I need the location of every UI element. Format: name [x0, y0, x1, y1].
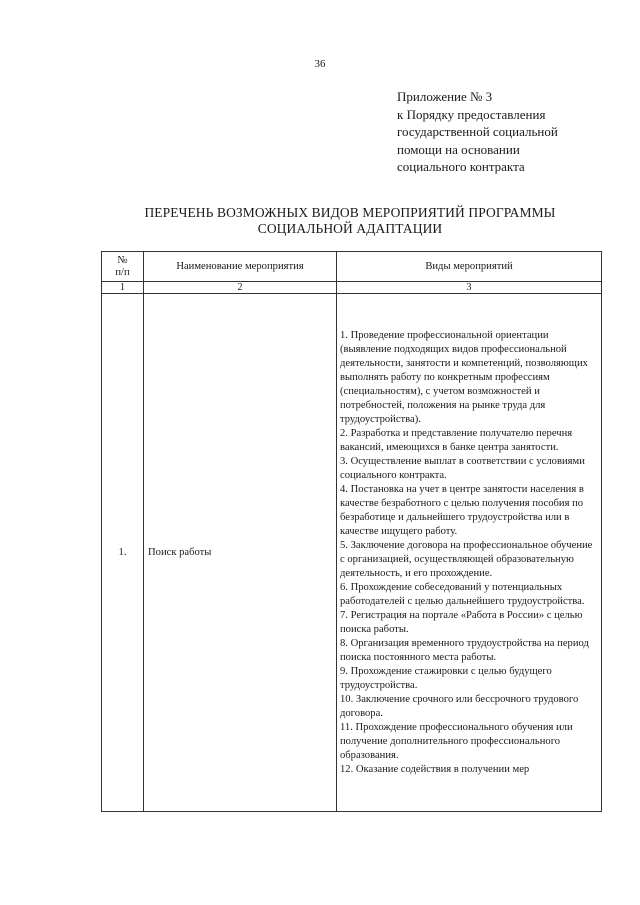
- kind-item: 9. Прохождение стажировки с целью будущего трудоустройства.: [340, 665, 552, 691]
- header-number-label: п/п: [115, 266, 130, 278]
- row-number: 1.: [102, 294, 144, 812]
- kind-item: 5. Заключение договора на профессиональное обучение с организацией, осуществляющей образовательную деятельность, и его прохождение.: [340, 539, 593, 579]
- document-title: [100, 205, 600, 237]
- kind-item: 12. Оказание содействия в получении мер: [340, 763, 530, 775]
- kind-item: 10. Заключение срочного или бессрочного трудового договора.: [340, 693, 579, 719]
- appendix-line: социального контракта: [397, 159, 525, 174]
- appendix-line: к Порядку предоставления: [397, 106, 546, 122]
- appendix-note: [397, 88, 627, 176]
- column-index: 1: [102, 282, 144, 294]
- kind-item: 3. Осуществление выплат в соответствии с условиями социального контракта.: [340, 455, 585, 481]
- appendix-line: Приложение № 3: [397, 89, 493, 104]
- kind-item: 11. Прохождение профессионального обучения или получение дополнительного профессионального образования.: [340, 721, 573, 761]
- kind-item: 4. Постановка на учет в центре занятости населения в качестве безработного с целью получения пособия по безработице и дальнейшего трудоустройства или в качестве ищущего работу.: [340, 483, 584, 537]
- table-header-row: [102, 252, 602, 282]
- header-name: Наименование мероприятия: [144, 252, 337, 282]
- header-number: [102, 252, 144, 282]
- appendix-line: помощи на основании: [397, 141, 520, 157]
- row-kinds: [337, 294, 602, 812]
- measures-table: [101, 251, 602, 812]
- column-index-row: [102, 282, 602, 294]
- document-title-line: ПЕРЕЧЕНЬ ВОЗМОЖНЫХ ВИДОВ МЕРОПРИЯТИЙ ПРОГРАММЫ: [144, 205, 556, 220]
- appendix-line: государственной социальной: [397, 124, 558, 139]
- table-row: [102, 294, 602, 812]
- column-index: 3: [337, 282, 602, 294]
- kind-item: 7. Регистрация на портале «Работа в России» с целью поиска работы.: [340, 609, 583, 635]
- kind-item: 6. Прохождение собеседований у потенциальных работодателей с целью дальнейшего трудоустройства.: [340, 581, 585, 607]
- row-name: Поиск работы: [144, 294, 337, 812]
- document-title-line: СОЦИАЛЬНОЙ АДАПТАЦИИ: [257, 221, 443, 236]
- kind-item: 2. Разработка и представление получателю перечня вакансий, имеющихся в банке центра занятости.: [340, 427, 573, 453]
- header-number-sign: №: [117, 254, 128, 266]
- header-kinds: Виды мероприятий: [337, 252, 602, 282]
- column-index: 2: [144, 282, 337, 294]
- kind-item: 8. Организация временного трудоустройства на период поиска постоянного места работы.: [340, 637, 589, 663]
- kind-item: 1. Проведение профессиональной ориентации (выявление подходящих видов профессиональной деятельности, занятости и компетенций, позволяющих выполнять работу по конкретным профессиям (специальностям), с учетом возможностей и потребностей, положения на рынке труда для трудоустройства).: [340, 329, 588, 425]
- page-number: 36: [314, 58, 326, 70]
